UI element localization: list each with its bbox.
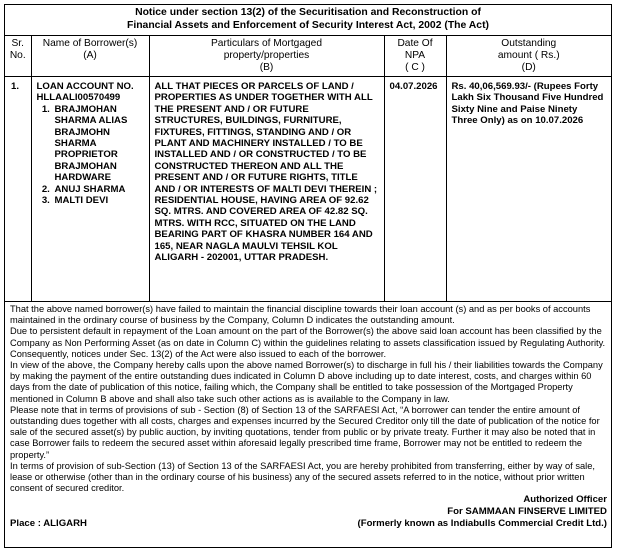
paragraph: Due to persistent default in repayment of the Loan amount on the part of the Borrower(s) the above said loan account has been classified by the Company as Non Performing Asset (as on date in Column C) within the guidelines relating to assets classification issued by Regulating Authority. Consequently, notices under Sec. 13(2) of the Act were also issued to each of the borrower. xyxy=(10,326,606,359)
col-amount: Outstanding amount ( Rs.) (D) xyxy=(446,36,611,77)
signature-formerly: (Formerly known as Indiabulls Commercial Credit Ltd.) xyxy=(357,518,607,530)
paragraph: In view of the above, the Company hereby calls upon the above named Borrower(s) to discharge in full his / their liabilities towards the Company by making the payment of the entire outstanding dues indicated in Column D above including up to date interest, costs, and charges within 60 days from the date of publication of this notice, failing which, the Company shall be entitled to take possession of the Mortgaged Property mentioned in Column B above and shall also take such other actions as is available to the Company in law. xyxy=(10,360,603,404)
loan-label: LOAN ACCOUNT NO. xyxy=(36,81,134,92)
borrower-cell xyxy=(31,77,149,302)
col-property: Particulars of Mortgaged property/properties (B) xyxy=(149,36,384,77)
header-line-2: Financial Assets and Enforcement of Security Interest Act, 2002 (The Act) xyxy=(126,20,490,31)
npa-date-cell: 04.07.2026 xyxy=(384,77,446,302)
borrower-item: 2. ANUJ SHARMA xyxy=(53,184,144,195)
borrower-item: 3. MALTI DEVI xyxy=(53,195,144,206)
property-description: RESIDENTIAL HOUSE, HAVING AREA OF 92.62 SQ. MTRS. AND COVERED AREA OF 42.82 SQ. MTRS. WITH RCC, SITUATED ON THE LAND BEARING PART OF KHASRA NUMBER 164 AND 165, NEAR NAGLA MAULVI TEHSIL KOL ALIGARH - 202001, UTTAR PRADESH. xyxy=(154,195,373,264)
paragraph: That the above named borrower(s) have failed to maintain the financial discipline towards their loan account (s) and as per books of accounts maintained in the ordinary course of business by the Company, Column D indicates the outstanding amount. xyxy=(10,304,591,326)
notice-body xyxy=(5,302,611,494)
borrower-list xyxy=(37,104,144,207)
signature-block xyxy=(5,494,611,518)
table-row xyxy=(5,77,611,302)
sr-no-cell: 1. xyxy=(5,77,31,302)
notice-box xyxy=(4,4,612,548)
col-sr-no: Sr. No. xyxy=(5,36,31,77)
notice-header xyxy=(5,5,611,36)
property-cell xyxy=(149,77,384,302)
amount-cell: Rs. 40,06,569.93/- (Rupees Forty Lakh Six Thousand Five Hundred Sixty Nine and Paise Ninety Three Only) as on 10.07.2026 xyxy=(446,77,611,302)
signature-title: Authorized Officer xyxy=(523,494,607,506)
place-label: Place : ALIGARH xyxy=(10,518,87,530)
table-header-row xyxy=(5,36,611,77)
loan-number: HLLAALI00570499 xyxy=(36,92,121,104)
borrower-table xyxy=(5,36,611,302)
paragraph: Please note that in terms of provisions of sub - Section (8) of Section 13 of the SARFAESI Act, “A borrower can tender the entire amount of outstanding dues together with all costs, charges and expenses incurred by the Secured Creditor only till the date of publication of the notice for sale of the secured asset(s) by public auction, by inviting quotations, tender from public or by private treaty. Further it may also be noted that in case Borrower fails to redeem the secured asset within aforesaid legally prescribed time frame, Borrower may not be entitled to redeem the property.” xyxy=(10,404,600,460)
borrower-item: 1. BRAJMOHAN SHARMA ALIAS BRAJMOHN SHARMA PROPRIETOR BRAJMOHAN HARDWARE xyxy=(53,104,144,184)
header-line-1: Notice under section 13(2) of the Securitisation and Reconstruction of xyxy=(135,7,481,18)
signature-company: For SAMMAAN FINSERVE LIMITED xyxy=(447,506,607,518)
col-npa-date: Date Of NPA ( C ) xyxy=(384,36,446,77)
footer-row xyxy=(5,518,611,530)
property-text: ALL THAT PIECES OR PARCELS OF LAND / PROPERTIES AS UNDER TOGETHER WITH ALL THE PRESENT AND / OR FUTURE STRUCTURES, BUILDINGS, FURNITURE, FIXTURES, FITTINGS, STANDING AND / OR PLANT AND MACHINERY INSTALLED / TO BE INSTALLED AND / OR CONSTRUCTED / TO BE CONSTRUCTED THEREON AND ALL THE PRESENT AND / OR FUTURE RIGHTS, TITLE AND / OR INTERESTS OF MALTI DEVI THEREIN ; xyxy=(154,81,378,195)
col-borrower: Name of Borrower(s) (A) xyxy=(31,36,149,77)
paragraph: In terms of provision of sub-Section (13) of Section 13 of the SARFAESI Act, you are hereby prohibited from transferring, either by way of sale, lease or otherwise (other than in the ordinary course of his business) any of the secured assets referred to in the notice, without prior written consent of secured creditor. xyxy=(10,460,595,494)
